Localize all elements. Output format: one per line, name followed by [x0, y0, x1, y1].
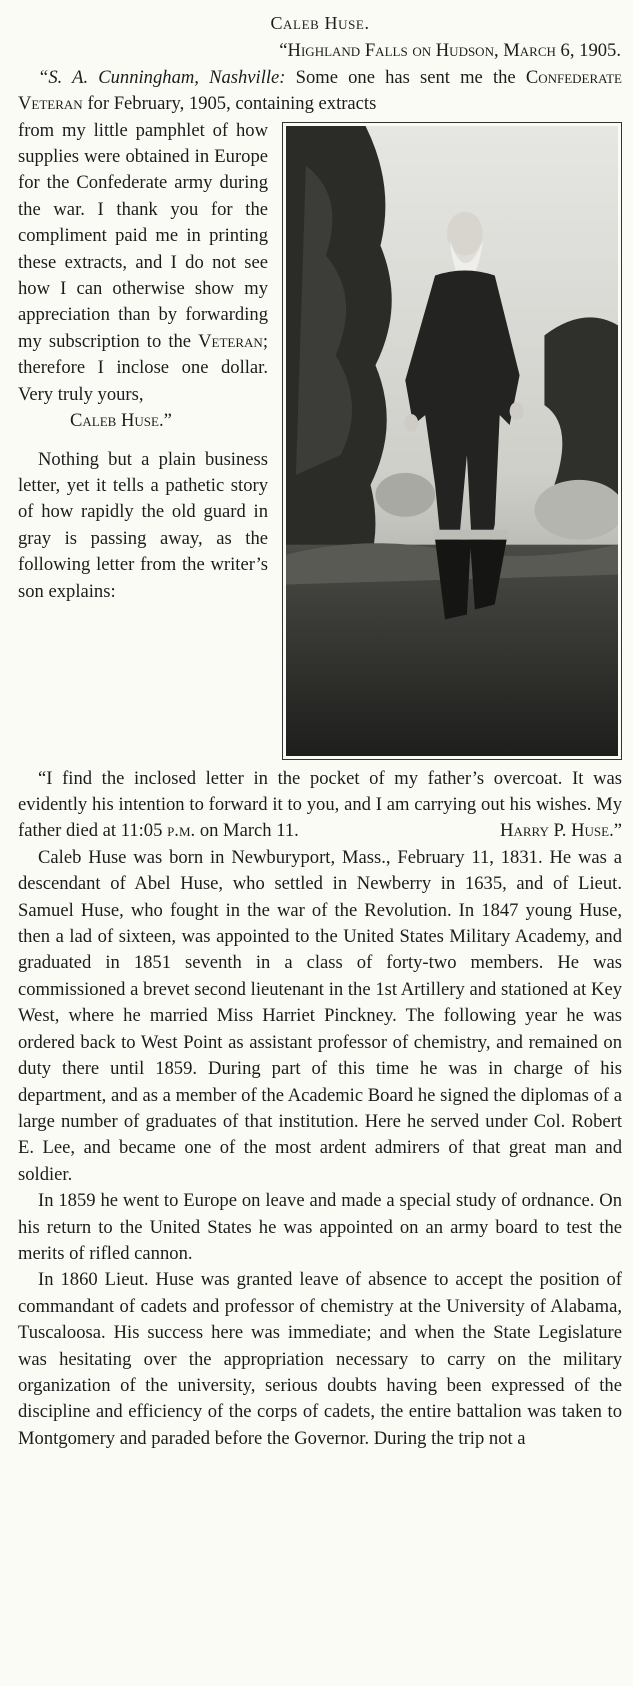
body-paragraph-1: Caleb Huse was born in Newburyport, Mass., February 11, 1831. He was a descendant of Abel Huse, who settled in Newberry in 1635, and of Lieut. Samuel Huse, who fought in the war of the Revolution. In 1847 young Huse, then a lad of sixteen, was appointed to the United States Military Academy, and graduated in 1851 seventh in a class of forty-two members. He was commissioned a brevet second lieutenant in the 1st Artillery and stationed at Key West, where he married Miss Harriet Pinckney. The following year he was ordered back to West Point as assistant professor of chemistry, and remained on duty there until 1859. During part of this time he was in charge of his department, and as a member of the Academic Board he signed the diplomas of a large number of graduates of that institution. Here he served under Col. Robert E. Lee, and became one of the most ardent admirers of that great man and soldier.: [18, 846, 622, 1185]
son-letter-time: p.m.: [167, 820, 196, 842]
veteran-title: Confederate Veteran: [18, 66, 622, 115]
portrait-image: [286, 126, 618, 756]
son-letter-text: “I find the inclosed letter in the pocket of my father’s overcoat. It was evidently his intention to forward it to you, and I am carrying out his wishes. My father died at 11:05: [18, 767, 622, 842]
body-paragraph-3: In 1860 Lieut. Huse was granted leave of absence to accept the position of commandant of cadets and professor of chemistry at the University of Alabama, Tuscaloosa. His success here was immediate; and when the State Legislature was hesitating over the appropriation necessary to carry on the military organization of the university, serious doubts having been expressed of the discipline and efficiency of the corps of cadets, the entire battalion was taken to Montgomery and paraded before the Governor. During the trip not a: [18, 1269, 622, 1449]
letter-first-paragraph: [18, 65, 622, 118]
son-letter-date: on March 11.: [199, 820, 299, 842]
letter-salutation: “S. A. Cunningham, Nashville:: [38, 66, 286, 88]
letter-text-b-intro: for February, 1905, containing extracts: [87, 93, 377, 115]
letter-signature: Caleb Huse.”: [70, 410, 172, 432]
son-letter: [18, 766, 622, 845]
letter-body: from my little pamphlet of how supplies were obtained in Europe for the Confederate army during the war. I thank you for the compliment paid me in printing these extracts, and I do not see how I can otherwise show my appreciation than by forwarding my subscription to the Veteran; therefore I inclose one dollar. Very truly yours,: [18, 119, 268, 405]
portrait-photo: [282, 122, 622, 760]
letter-dateline: “Highland Falls on Hudson, March 6, 1905.: [279, 40, 621, 62]
body-paragraph-2: In 1859 he went to Europe on leave and made a special study of ordnance. On his return to the United States he was appointed on an army board to test the merits of rifled cannon.: [18, 1190, 622, 1264]
veteran-title-2: Veteran: [198, 330, 263, 352]
article: [18, 10, 622, 1452]
son-letter-signature: Harry P. Huse.”: [500, 820, 622, 842]
article-title: Caleb Huse.: [270, 13, 370, 33]
letter-text-a: Some one has sent me the: [295, 66, 516, 88]
comment-paragraph: Nothing but a plain business letter, yet it tells a pathetic story of how rapidly the old guard in gray is passing away, as the following letter from the writer’s son explains:: [18, 448, 268, 602]
letter-text-c: ; therefore I inclose one dollar. Very truly yours,: [18, 330, 268, 405]
